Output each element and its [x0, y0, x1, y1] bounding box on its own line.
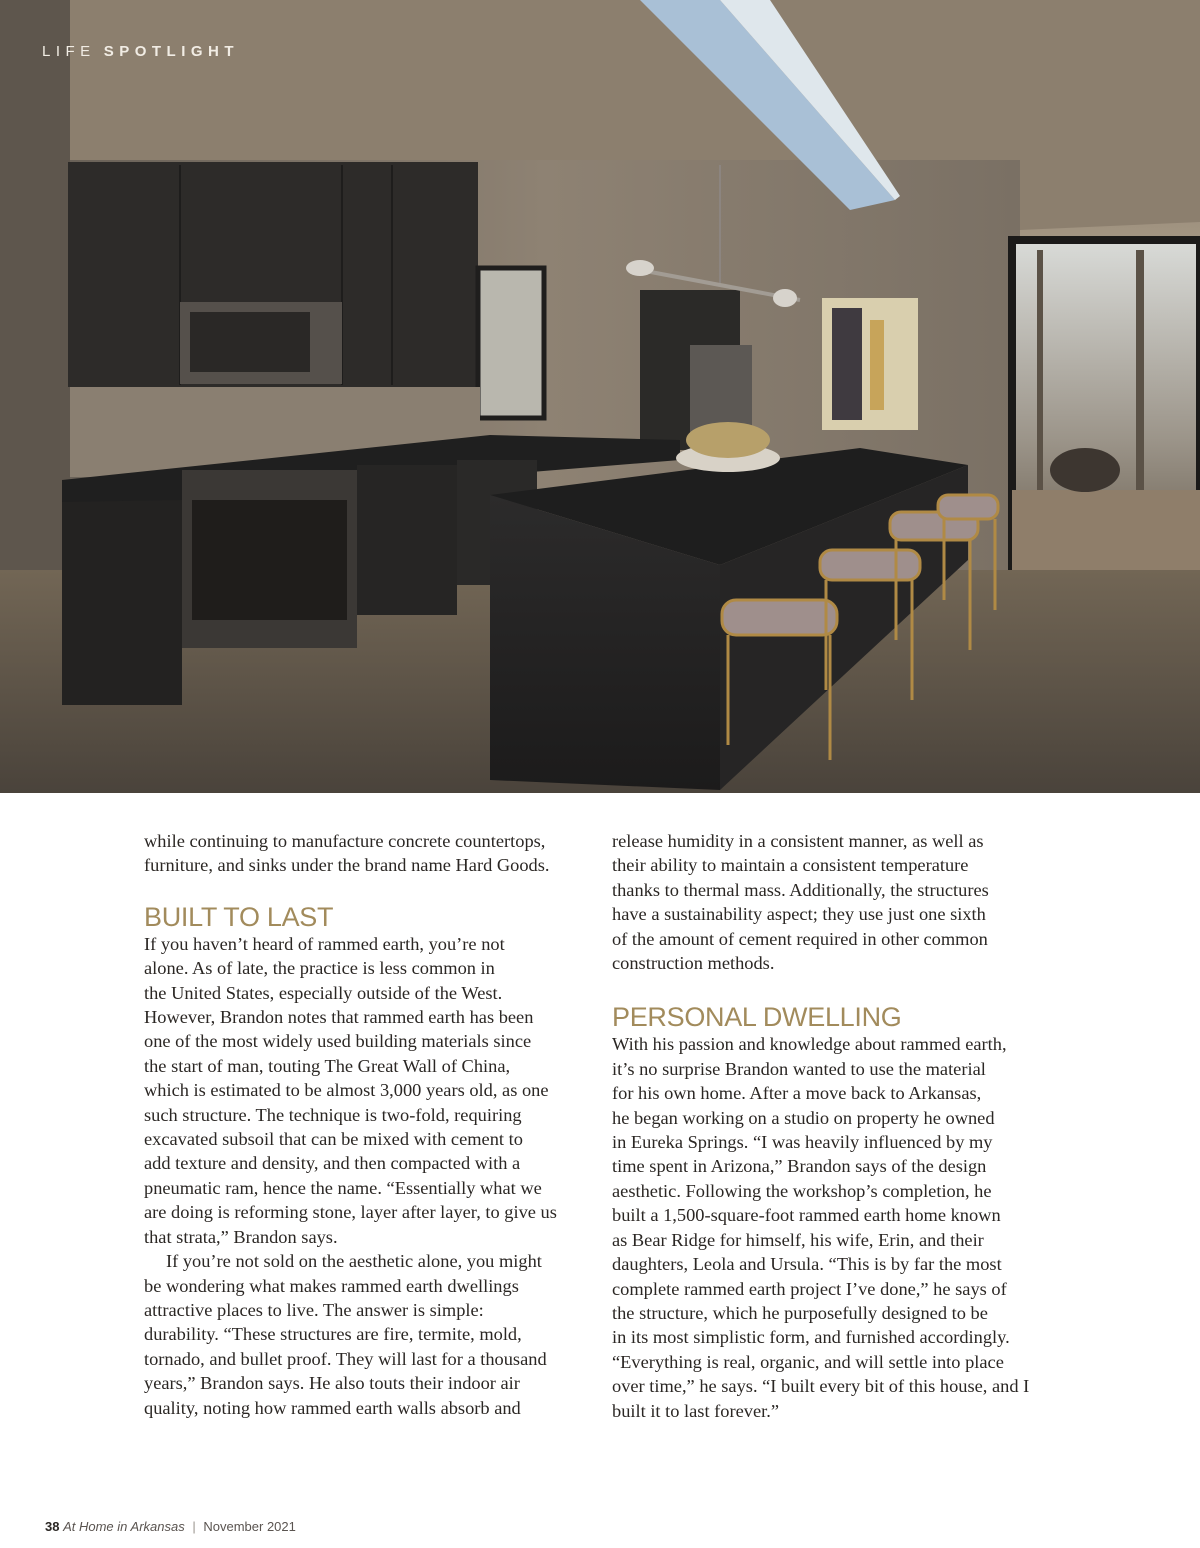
left-paragraph-1: If you haven’t heard of rammed earth, you’re not alone. As of late, the practice is less common in the United States, especially outside of the West. However, Brandon notes that rammed earth has been one of the most widely used building materials since the start of man, touting The Great Wall of China, which is estimated to be almost 3,000 years old, as one such structure. The technique is two-fold, requiring excavated subsoil that can be mixed with cement to add texture and density, and then compacted with a pneumatic ram, hence the name. “Essentially what we are doing is reforming stone, layer after layer, to give us that strata,” Brandon says.	[144, 933, 557, 1247]
section-label-spotlight: SPOTLIGHT	[103, 43, 240, 60]
issue-date: November 2021	[203, 1519, 296, 1534]
right-column	[612, 829, 1062, 1423]
footer-separator: |	[192, 1519, 196, 1534]
left-column	[144, 829, 594, 1420]
page-number: 38	[45, 1519, 60, 1534]
publication-name: At Home in Arkansas	[63, 1519, 185, 1534]
right-paragraph-1: With his passion and knowledge about rammed earth, it’s no surprise Brandon wanted to use the material for his own home. After a move back to Arkansas, he began working on a studio on property he owned in Eureka Springs. “I was heavily influenced by my time spent in Arizona,” Brandon says of the design aesthetic. Following the workshop’s completion, he built a 1,500-square-foot rammed earth home known as Bear Ridge for himself, his wife, Erin, and their daughters, Leola and Ursula. “This is by far the most complete rammed earth project I’ve done,” he says of the structure, which he purposefully designed to be in its most simplistic form, and furnished accordingly. “Everything is real, organic, and will settle into place over time,” he says. “I built every bit of this house, and I built it to last forever.”	[612, 1034, 1030, 1421]
page-footer	[45, 1519, 296, 1534]
built-to-last-heading: BUILT TO LAST	[144, 901, 334, 932]
personal-dwelling-heading: PERSONAL DWELLING	[612, 1002, 902, 1033]
section-label	[42, 43, 239, 60]
section-label-life: LIFE	[42, 43, 96, 60]
right-intro-paragraph: release humidity in a consistent manner, as well as their ability to maintain a consistent temperature thanks to thermal mass. Additionally, the structures have a sustainability aspect; they use just one sixth of the amount of cement required in other common construction methods.	[612, 831, 989, 974]
left-paragraph-2: If you’re not sold on the aesthetic alone, you might be wondering what makes rammed earth dwellings attractive places to live. The answer is simple: durability. “These structures are fire, termite, mold, tornado, and bullet proof. They will last for a thousand years,” Brandon says. He also touts their indoor air quality, noting how rammed earth walls absorb and	[144, 1251, 547, 1418]
left-intro-paragraph: while continuing to manufacture concrete countertops, furniture, and sinks under the brand name Hard Goods.	[144, 831, 550, 876]
